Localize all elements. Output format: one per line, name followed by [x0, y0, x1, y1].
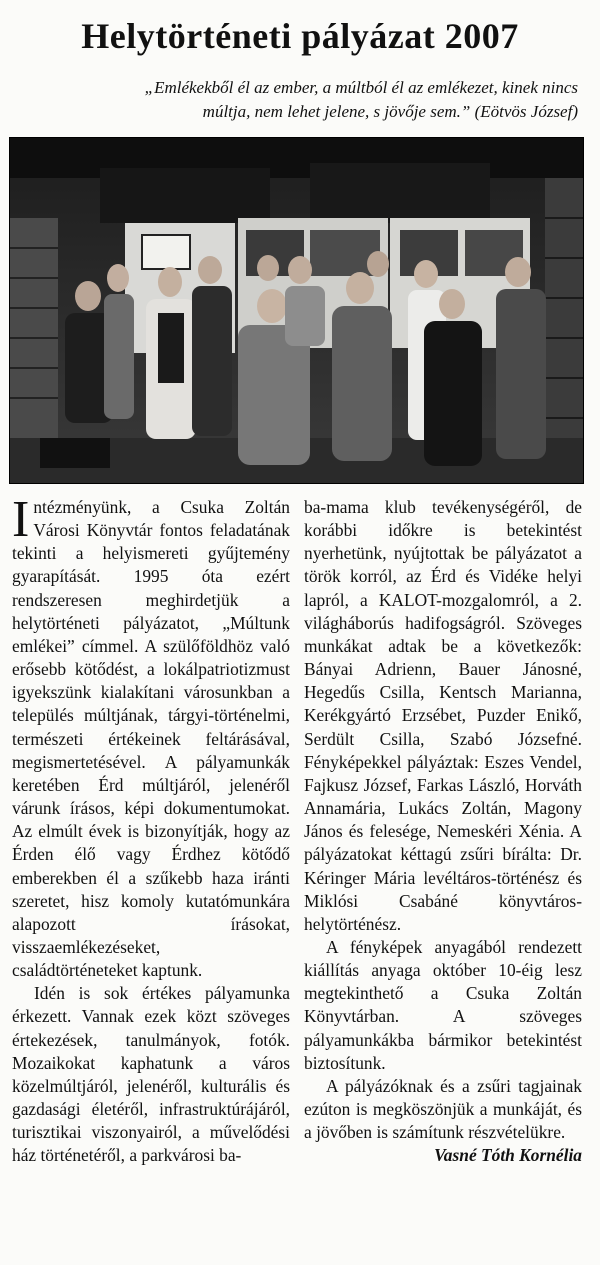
article-body [12, 491, 588, 1246]
group-photo [9, 137, 584, 484]
quote-line-2: múltja, nem lehet jelene, s jövője sem.” (Eötvös József) [202, 102, 578, 121]
author-signature: Vasné Tóth Kornélia [434, 1145, 582, 1166]
paragraph: A fényképek anyagából rendezett kiállítás anyaga október 10-éig lesz megtekinthető a Csuka Zoltán Könyvtárban. A szöveges pályamunkákba bármikor betekintést biztosítunk. [304, 936, 582, 1073]
paragraph: A pályázóknak és a zsűri tagjainak ezúton is megköszönjük a munkáját, és a jövőben is számítunk részvételükre. [304, 1075, 582, 1143]
article-title: Helytörténeti pályázat 2007 [81, 16, 519, 56]
paragraph: ba-mama klub tevékenységéről, de korábbi időkre is betekintést nyerhetünk, nyújtottak be pályázatot a török korról, az Érd és Vidéke helyi lapról, a KALOT-mozgalomról, a 2. világháborús hadifogságról. Szöveges munkákat adtak be a következők: Bányai Adrienn, Bauer Jánosné, Hegedűs Csilla, Kentsch Marianna, Kerékgyártó Erzsébet, Puzder Enikő, Serdült Csilla, Szabó Józsefné. Fényképekkel pályáztak: Eszes Vendel, Fajkusz József, Farkas László, Horváth Annamária, Lukács Zoltán, Magony János és felesége, Nemeskéri Xénia. A pályázatokat kéttagú zsűri bírálta: Dr. Kéringer Mária levéltáros-történész és Miklósi Csabáné könyvtáros-helytörténész. [304, 497, 582, 934]
paragraph [12, 491, 290, 982]
group-photo-illustration [10, 138, 583, 483]
quote-line-1: „Emlékekből él az ember, a múltból él az emlékezet, kinek nincs [144, 78, 578, 97]
epigraph-quote [58, 76, 578, 124]
paragraph: Idén is sok értékes pályamunka érkezett. Vannak ezek közt szöveges értekezések, tanulmányok, fotók. Mozaikokat kaphatunk a város közelmúltjáról, jelenéről, kulturális és gazdasági életéről, infrastruktúrájáról, turisztikai viszonyairól, a művelődési ház történetéről, a parkvárosi ba- [12, 983, 290, 1166]
column-right [304, 496, 582, 1168]
drop-cap: I [12, 491, 30, 548]
column-left [12, 491, 290, 1168]
paragraph-text: ntézményünk, a Csuka Zoltán Városi Könyvtár fontos feladatának tekinti a helyismereti gyűjtemény gyarapítását. 1995 óta ezért rendszeresen meghirdetjük a helytörténeti pályázatot, „Múltunk emlékei” címmel. A szülőföldhöz való erősebb kötődést, a lokálpatriotizmust igyekszünk kialakítani városunkban a település múltjának, tárgyi-történelmi, természeti értékeinek feltárásával, megismertetésével. A pályamunkák keretében Érd múltjáról, jelenéről várunk írásos, képi dokumentumokat. Az elmúlt évek is bizonyítják, hogy az Érden élő vagy Érdhez kötődő emberekben él a szűkebb haza iránti szeretet, hisz komoly kutatómunkára alapozott írásokat, visszaemlékezéseket, családtörténeteket kaptunk. [12, 497, 290, 981]
